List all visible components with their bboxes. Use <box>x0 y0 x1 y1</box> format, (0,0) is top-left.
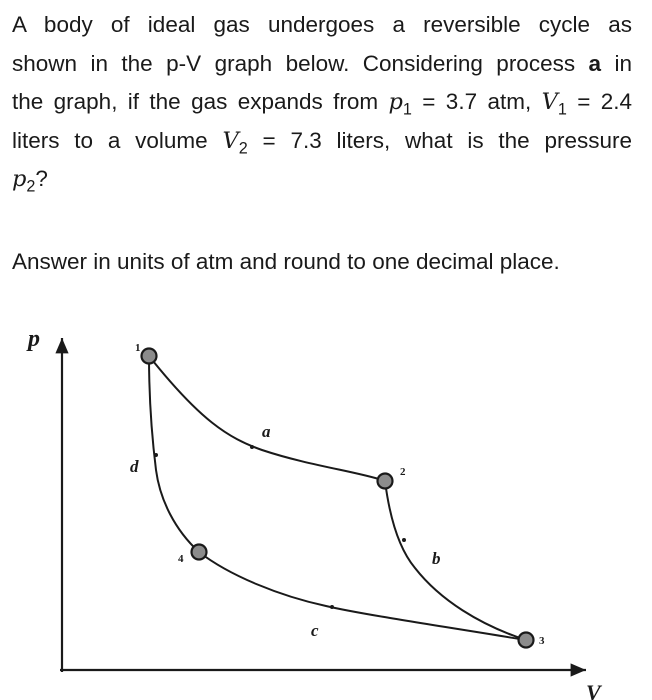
p-axis-label: p <box>28 326 40 352</box>
process-c-label: c <box>311 621 319 640</box>
p1-subscript: 1 <box>402 100 412 119</box>
process-d-arrow-dot <box>154 453 158 457</box>
state-4-label: 4 <box>178 553 184 565</box>
question-line-2-post: in <box>601 50 632 76</box>
process-a-curve <box>149 356 385 481</box>
process-b-label: b <box>432 549 441 568</box>
process-b-arrow-dot <box>402 538 406 542</box>
state-2-label: 2 <box>400 466 406 478</box>
question-line-5 <box>12 160 632 199</box>
question-line-1: A body of ideal gas undergoes a reversible cycle as <box>12 12 632 37</box>
v1-subscript: 1 <box>557 100 567 119</box>
question-line-2 <box>12 45 632 84</box>
p2-symbol: p <box>12 166 27 192</box>
v-axis-label: V <box>586 680 601 700</box>
question-line-3 <box>12 83 632 122</box>
v2-value: = 7.3 liters, what is the pressure <box>247 127 632 153</box>
process-a-reference: a <box>588 50 602 76</box>
state-1-point <box>142 349 157 364</box>
process-a-label: a <box>262 422 271 441</box>
p2-suffix: ? <box>35 166 48 191</box>
v1-value: = 2.4 <box>566 89 632 114</box>
state-1-label: 1 <box>135 342 141 354</box>
process-c-curve <box>199 552 526 640</box>
process-c-arrow-dot <box>330 605 334 609</box>
state-3-label: 3 <box>539 635 545 647</box>
process-d-label: d <box>130 457 139 476</box>
v1-symbol: V <box>541 89 558 115</box>
question-line-4-pre: liters to a volume <box>12 127 223 153</box>
state-4-point <box>192 545 207 560</box>
question-line-3-pre: the graph, if the gas expands from <box>12 89 389 114</box>
state-3-point <box>519 633 534 648</box>
answer-instruction: Answer in units of atm and round to one decimal place. <box>12 249 560 274</box>
p2-subscript: 2 <box>26 177 36 196</box>
v2-subscript: 2 <box>238 139 248 157</box>
p1-value: = 3.7 atm, <box>411 89 542 114</box>
question-text <box>12 6 632 199</box>
question-line-4 <box>12 122 632 161</box>
question-line-2-pre: shown in the p-V graph below. Considering process <box>12 50 589 76</box>
state-2-point <box>378 474 393 489</box>
pv-diagram <box>0 300 652 700</box>
process-a-arrow-dot <box>250 445 254 449</box>
p1-symbol: p <box>388 89 403 115</box>
process-b-curve <box>385 481 526 640</box>
v2-symbol: V <box>222 127 239 154</box>
